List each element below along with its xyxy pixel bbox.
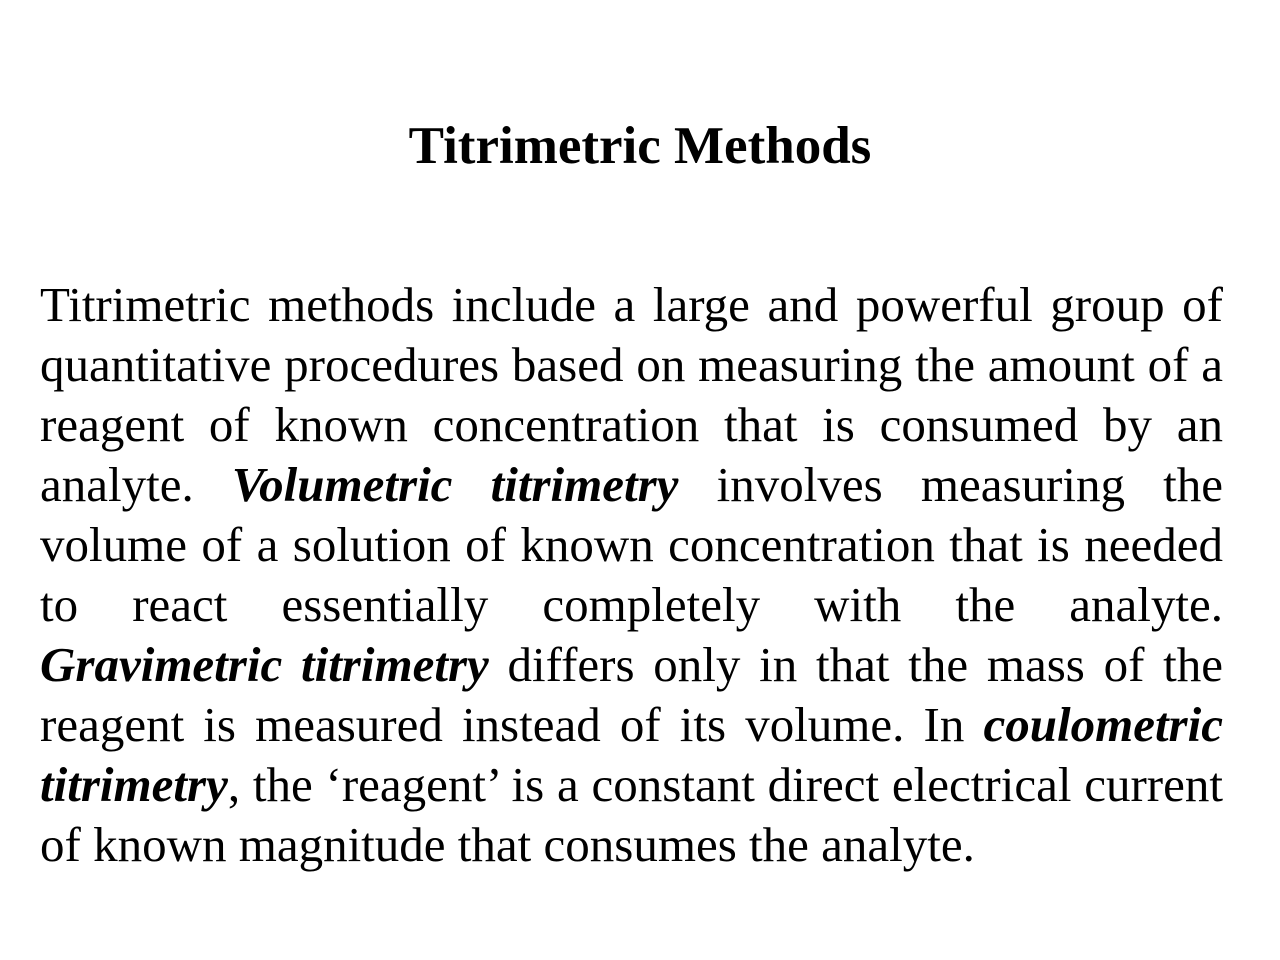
slide-title: Titrimetric Methods: [408, 117, 872, 175]
paragraph-text-2: involves measuring the volume of a solution of known concentration that is needed to react essentially completely with the analyte.: [40, 457, 1223, 632]
term-volumetric-titrimetry: Volumetric titrimetry: [231, 457, 679, 512]
term-gravimetric-titrimetry: Gravimetric titrimetry: [40, 637, 489, 692]
body-paragraph: [40, 275, 1223, 875]
term-coulometric-titrimetry: coulometric titrimetry: [40, 697, 1223, 812]
paragraph-text-4: , the ‘reagent’ is a constant direct electrical current of known magnitude that consumes the analyte.: [40, 757, 1223, 872]
paragraph-text-3: differs only in that the mass of the reagent is measured instead of its volume. In: [40, 637, 1223, 752]
paragraph-text-1: Titrimetric methods include a large and powerful group of quantitative procedures based on measuring the amount of a reagent of known concentration that is consumed by an analyte.: [40, 277, 1223, 512]
